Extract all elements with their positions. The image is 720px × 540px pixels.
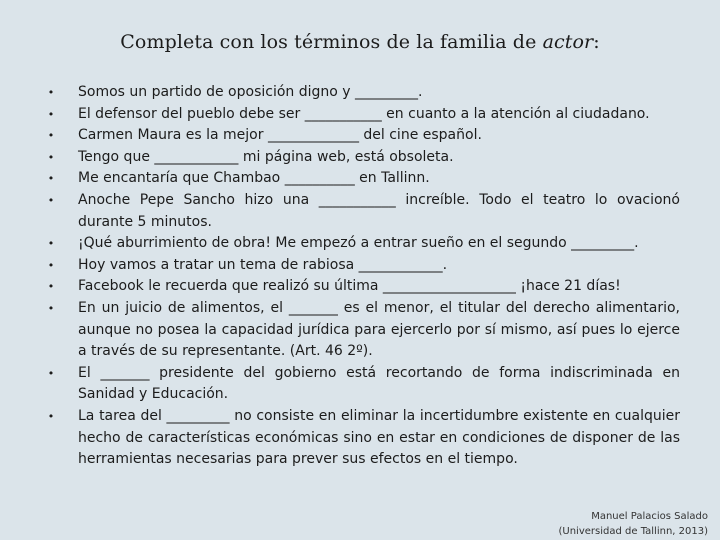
bullet-icon: • <box>47 150 55 164</box>
item-text: En un juicio de alimentos, el _______ es el menor, el titular del derecho alimentario, aunque no posea la capacidad jurídica para ejercerlo por sí mismo, así pues lo ejerce a través de su representante. (Art. 46 2º). <box>78 299 680 360</box>
list-item <box>44 147 680 169</box>
item-text: ¡Qué aburrimiento de obra! Me empezó a entrar sueño en el segundo _________. <box>78 235 639 252</box>
list-item <box>44 406 680 471</box>
title-prefix: Completa con los términos de la familia de <box>120 31 543 53</box>
item-text: El defensor del pueblo debe ser ___________ en cuanto a la atención al ciudadano. <box>78 105 650 122</box>
bullet-icon: • <box>47 237 55 251</box>
item-text: Carmen Maura es la mejor _____________ del cine español. <box>78 127 482 144</box>
bullet-icon: • <box>47 301 55 315</box>
bullet-icon: • <box>47 366 55 380</box>
bullet-icon: • <box>47 409 55 423</box>
exercise-list <box>44 82 680 471</box>
item-text: Facebook le recuerda que realizó su última ___________________ ¡hace 21 días! <box>78 278 621 295</box>
item-text: Me encantaría que Chambao __________ en Tallinn. <box>78 170 430 187</box>
list-item <box>44 255 680 277</box>
list-item <box>44 363 680 406</box>
bullet-icon: • <box>47 107 55 121</box>
author-credit <box>488 509 708 539</box>
bullet-icon: • <box>47 258 55 272</box>
item-text: Tengo que ____________ mi página web, está obsoleta. <box>78 148 454 165</box>
list-item <box>44 104 680 126</box>
list-item <box>44 190 680 233</box>
bullet-icon: • <box>47 280 55 294</box>
bullet-icon: • <box>47 86 55 99</box>
list-item <box>44 125 680 147</box>
title-suffix: : <box>593 31 600 53</box>
item-text: Hoy vamos a tratar un tema de rabiosa ____________. <box>78 256 448 273</box>
title-word: actor <box>542 31 594 53</box>
list-item <box>44 233 680 255</box>
author-affiliation: (Universidad de Tallinn, 2013) <box>558 526 708 537</box>
item-text: Somos un partido de oposición digno y _________. <box>78 84 423 100</box>
list-item <box>44 168 680 190</box>
author-name: Manuel Palacios Salado <box>591 511 708 522</box>
item-text: La tarea del _________ no consiste en eliminar la incertidumbre existente en cualquier hecho de características económicas sino en estar en condiciones de disponer de las herramientas necesarias para prever sus efectos en el tiempo. <box>78 407 680 468</box>
bullet-icon: • <box>47 193 55 207</box>
item-text: El _______ presidente del gobierno está recortando de forma indiscriminada en Sanidad y Educación. <box>78 364 680 403</box>
page-title <box>0 31 720 53</box>
bullet-icon: • <box>47 129 55 143</box>
bullet-icon: • <box>47 172 55 186</box>
list-item <box>44 298 680 363</box>
item-text: Anoche Pepe Sancho hizo una ___________ increíble. Todo el teatro lo ovacionó durante 5 minutos. <box>78 191 680 230</box>
list-item <box>44 82 680 104</box>
list-item <box>44 276 680 298</box>
